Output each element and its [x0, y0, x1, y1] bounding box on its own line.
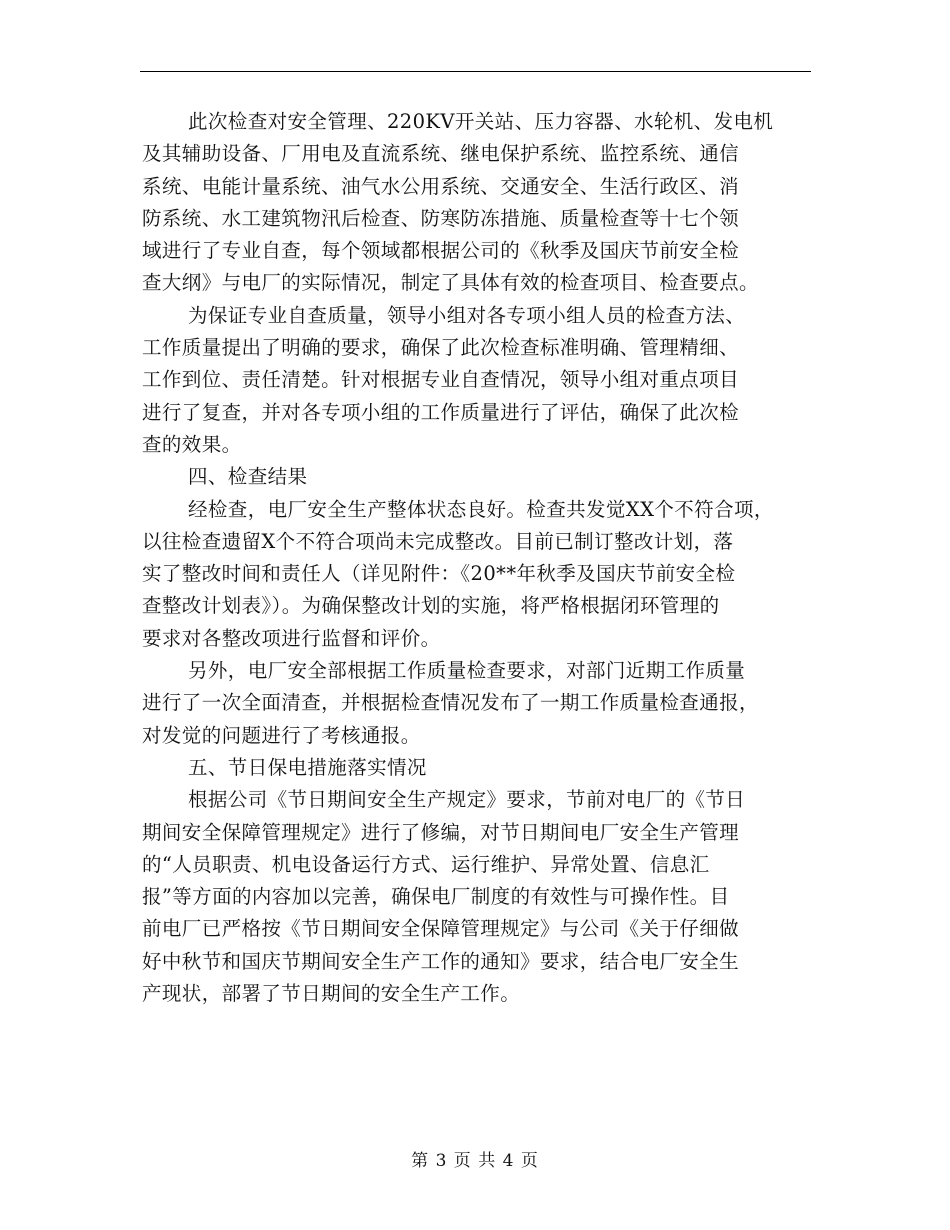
- header-divider: [140, 71, 811, 72]
- text-line: 域进行了专业自查，每个领域都根据公司的《秋季及国庆节前安全检: [142, 239, 740, 263]
- text-line: 系统、电能计量系统、油气水公用系统、交通安全、生活行政区、消: [142, 174, 740, 198]
- text-line: 的“人员职责、机电设备运行方式、运行维护、异常处置、信息汇: [142, 852, 710, 876]
- text-line: 此次检查对安全管理、220KV开关站、压力容器、水轮机、发电机: [188, 110, 774, 133]
- text-line: 期间安全保障管理规定》进行了修编，对节日期间电厂安全生产管理: [142, 820, 740, 844]
- text-line: 查整改计划表》）。为确保整改计划的实施，将严格根据闭环管理的: [142, 594, 720, 618]
- text-line: 以往检查遗留X个不符合项尚未完成整改。目前已制订整改计划，落: [142, 529, 734, 553]
- text-line: 经检查，电厂安全生产整体状态良好。检查共发觉XX个不符合项，: [188, 497, 774, 521]
- text-line: 查的效果。: [142, 432, 242, 456]
- text-line: 另外，电厂安全部根据工作质量检查要求，对部门近期工作质量: [188, 659, 746, 683]
- text-line: 根据公司《节日期间安全生产规定》要求，节前对电厂的《节日: [188, 788, 746, 812]
- text-line: 好中秋节和国庆节期间安全生产工作的通知》要求，结合电厂安全生: [142, 949, 740, 973]
- text-line: 报”等方面的内容加以完善，确保电厂制度的有效性与可操作性。目: [142, 885, 730, 909]
- text-line: 为保证专业自查质量，领导小组对各专项小组人员的检查方法、: [188, 303, 746, 327]
- text-line: 查大纲》与电厂的实际情况，制定了具体有效的检查项目、检查要点。: [142, 271, 759, 295]
- text-line: 要求对各整改项进行监督和评价。: [142, 626, 441, 650]
- text-line: 进行了复查，并对各专项小组的工作质量进行了评估，确保了此次检: [142, 400, 740, 424]
- page-footer: [0, 1151, 950, 1171]
- text-line: 五、节日保电措施落实情况: [188, 755, 427, 779]
- text-line: 产现状，部署了节日期间的安全生产工作。: [142, 982, 521, 1006]
- document-body: [142, 106, 814, 1010]
- page-number: 第 3 页 共 4 页: [411, 1151, 539, 1171]
- text-line: 实了整改时间和责任人（详见附件：《20**年秋季及国庆节前安全检: [142, 562, 736, 586]
- text-line: 工作质量提出了明确的要求，确保了此次检查标准明确、管理精细、: [142, 336, 740, 360]
- text-line: 及其辅助设备、厂用电及直流系统、继电保护系统、监控系统、通信: [142, 142, 740, 166]
- text-line: 进行了一次全面清查，并根据检查情况发布了一期工作质量检查通报，: [142, 691, 759, 715]
- text-line: 工作到位、责任清楚。针对根据专业自查情况，领导小组对重点项目: [142, 368, 740, 392]
- text-line: 四、检查结果: [188, 465, 308, 489]
- text-line: 对发觉的问题进行了考核通报。: [142, 723, 421, 747]
- text-line: 防系统、水工建筑物汛后检查、防寒防冻措施、质量检查等十七个领: [142, 206, 740, 230]
- text-line: 前电厂已严格按《节日期间安全保障管理规定》与公司《关于仔细做: [142, 917, 740, 941]
